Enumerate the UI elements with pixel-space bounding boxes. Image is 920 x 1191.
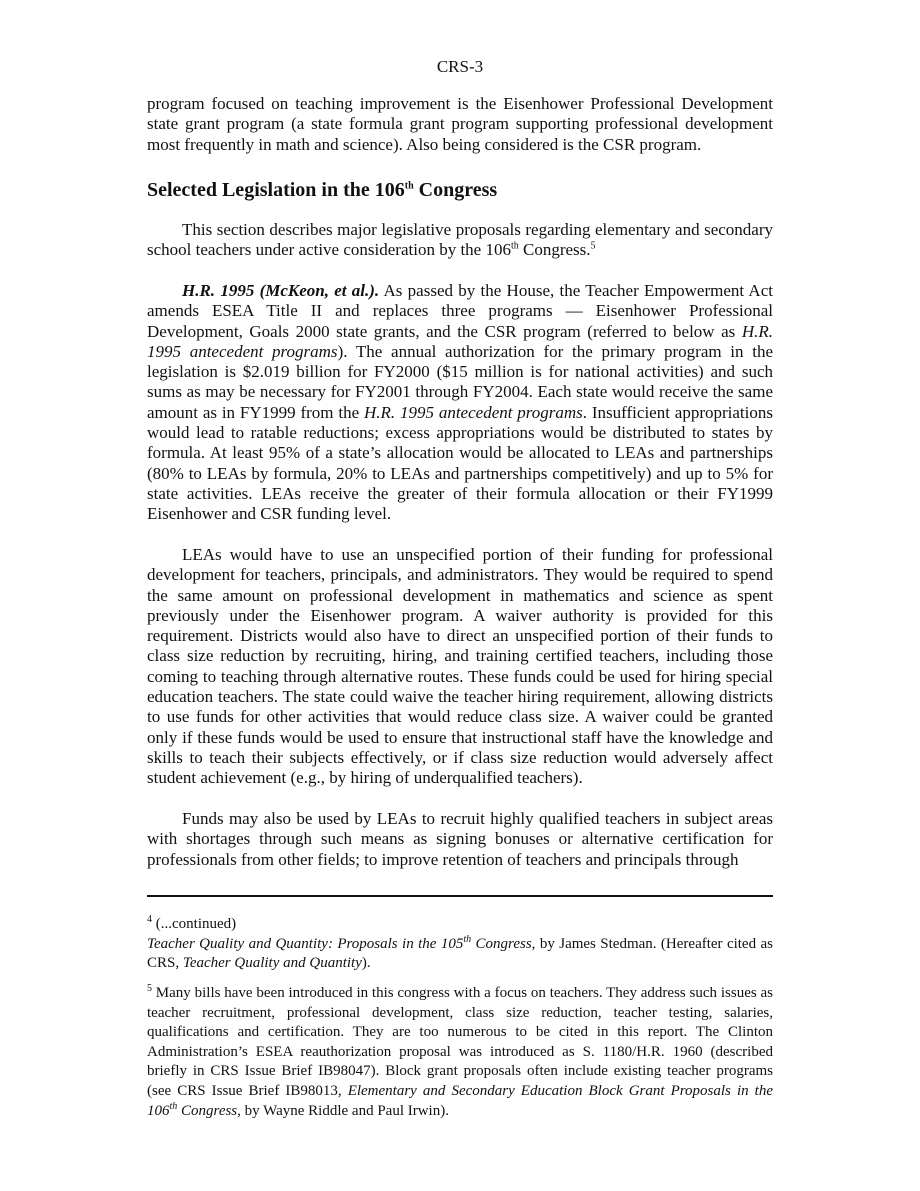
hr1995-italic-2: H.R. 1995 antecedent programs	[363, 402, 583, 422]
section-description-text-after: Congress.	[518, 240, 591, 260]
intro-paragraph	[147, 94, 773, 155]
funds-paragraph	[147, 809, 773, 870]
section-description-sup: th	[510, 240, 519, 252]
section-heading	[147, 178, 773, 202]
footnote-4-italic-2: Teacher Quality and Quantity	[182, 955, 362, 972]
leas-paragraph	[147, 545, 773, 789]
leas-text: LEAs would have to use an unspecified portion of their funding for professional development for teachers, principals, and administrators. They would be required to spend the same amount on professional development in mathematics and science as spent previously under the Eisenhower program. A waiver authority is provided for this requirement. Districts would also have to direct an unspecified portion of their funds to class size reduction by recruiting, hiring, and training certified teachers, including those coming to teaching through alternative routes. These funds could be used for hiring special education teachers. The state could waive the teacher hiring requirement, allowing districts to use funds for other activities that would reduce class size. A waiver could be granted only if these funds would be used to ensure that instructional staff have the knowledge and skills to teach their subjects effectively, or if class size reduction would adversely affect student achievement (e.g., by hiring of underqualified teachers).	[147, 545, 773, 788]
footnote-5-ref: 5	[147, 983, 152, 994]
footnote-5	[147, 984, 773, 1121]
footnote-4-continued: (...continued)	[152, 916, 237, 932]
funds-text: Funds may also be used by LEAs to recruit highly qualified teachers in subject areas with shortages through such means as signing bonuses or alternative certification for professionals from other fields; to improve retention of teachers and principals through	[147, 809, 773, 869]
hr1995-text-1: As passed by the House, the Teacher Empowerment Act amends ESEA Title II and replaces three programs — Eisenhower Professional Development, Goals 2000 state grants, and the CSR program (referred to below as	[147, 281, 773, 341]
hr1995-text-2: ). The annual authorization for the primary program in the legislation is $2.019 billion for FY2000 ($15 million is for national activities) and such sums as may be necessary for FY2001 through FY2004. Each state would receive the same amount as in FY1999 from the	[147, 341, 774, 422]
page-number: CRS-3	[436, 57, 484, 76]
footnote-5-italic-1: Elementary and Secondary Education Block Grant Proposals in the 106	[147, 1082, 773, 1119]
footnote-5-sup: th	[169, 1100, 178, 1112]
footnote-4-text-1: , by James Stedman. (Hereafter cited as CRS,	[147, 935, 773, 972]
hr1995-lead: H.R. 1995 (McKeon, et al.).	[182, 281, 380, 300]
hr1995-text-3: . Insufficient appropriations would lead to ratable reductions; excess appropriations would be distributed to states by formula. At least 95% of a state’s allocation would be allocated to LEAs and partnerships (80% to LEAs by formula, 20% to LEAs and partnerships competitively) and up to 5% for state activities. LEAs receive the greater of their formula allocation or their FY1999 Eisenhower and CSR funding level.	[147, 402, 773, 524]
section-description-text: This section describes major legislative proposals regarding elementary and secondary school teachers under active consideration by the 106	[147, 220, 773, 260]
footnote-5-text-2: , by Wayne Riddle and Paul Irwin).	[237, 1102, 449, 1119]
footnote-4-ref: 4	[147, 914, 152, 925]
footnote-4-italic-1-after: Congress	[471, 935, 532, 952]
footnote-divider	[147, 895, 773, 897]
heading-sup: th	[404, 180, 414, 192]
footnote-4-italic-1: Teacher Quality and Quantity: Proposals in the 105	[147, 935, 464, 952]
hr1995-italic-1: H.R. 1995 antecedent programs	[147, 321, 773, 361]
footnote-5-italic-1-after: Congress	[177, 1102, 238, 1119]
heading-text-after: Congress	[413, 179, 498, 201]
footnote-ref-5: 5	[590, 240, 596, 252]
section-description-paragraph	[147, 220, 773, 261]
hr1995-paragraph	[147, 281, 773, 525]
footnote-4	[147, 915, 773, 974]
intro-text: program focused on teaching improvement is the Eisenhower Professional Development state grant program (a state formula grant program supporting professional development most frequently in math and science). Also being considered is the CSR program.	[147, 94, 773, 154]
footnote-4-text-2: ).	[361, 955, 371, 972]
footnote-5-text-1: Many bills have been introduced in this congress with a focus on teachers. They address such issues as teacher recruitment, professional development, class size reduction, teacher testing, salaries, qualifications and certification. They are too numerous to be cited in this report. The Clinton Administration’s ESEA reauthorization proposal was introduced as S. 1180/H.R. 1960 (described briefly in CRS Issue Brief IB98047). Block grant proposals often include existing teacher programs (see CRS Issue Brief IB98013,	[147, 985, 773, 1099]
heading-text: Selected Legislation in the 106	[147, 179, 405, 201]
footnote-4-sup: th	[463, 933, 472, 945]
